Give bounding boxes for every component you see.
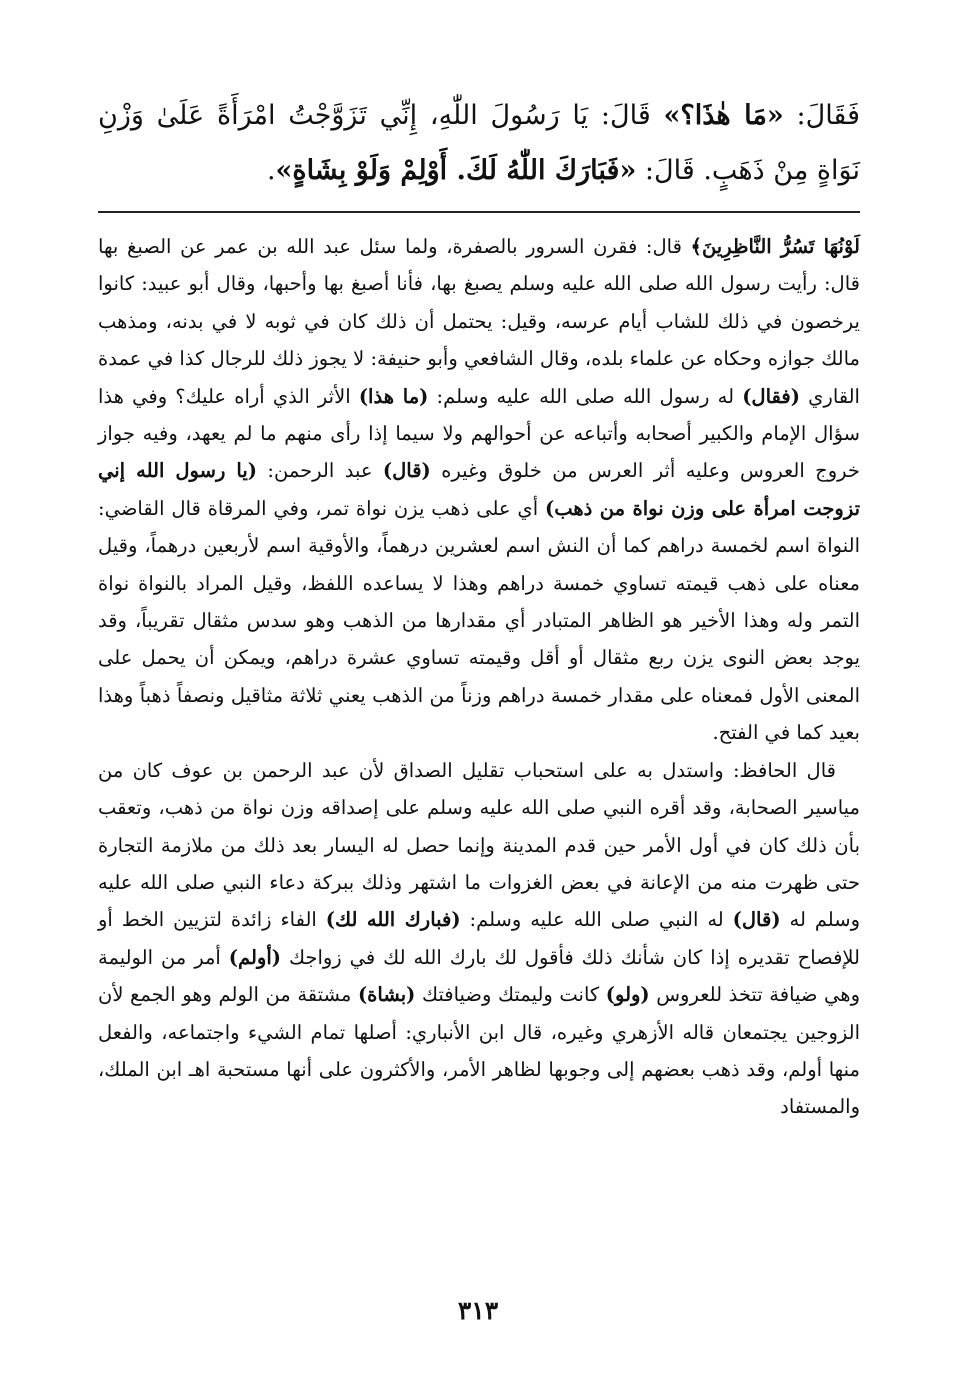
highlight-text: (فبارك الله لك) bbox=[325, 908, 461, 932]
body-text: كانت وليمتك وضيافتك bbox=[415, 983, 606, 1007]
hadith-part: . bbox=[266, 155, 276, 186]
highlight-text: (ما هذا) bbox=[358, 384, 429, 408]
commentary-paragraph bbox=[98, 752, 860, 1126]
hadith-part: فَقَالَ: bbox=[783, 100, 860, 131]
commentary-text bbox=[98, 228, 860, 1126]
body-text: مشتقة من الولم وهو الجمع لأن الزوجين يجتمعان قاله الأزهري وغيره، قال ابن الأنباري: أصلها تمام الشيء واجتماعه، والفعل منها أولم، وقد ذهب بعضهم إلى وجوبها لظاهر الأمر، والأكثرون على أنها مستحبة اهـ ابن الملك، والمستفاد bbox=[98, 983, 860, 1119]
separator-line bbox=[98, 211, 860, 213]
highlight-text: (بشاة) bbox=[357, 983, 416, 1007]
highlight-text: (يا رسول الله إني تزوجت امرأة على وزن نواة من ذهب) bbox=[98, 459, 861, 520]
body-text: عبد الرحمن: bbox=[257, 459, 383, 483]
highlight-text: (فقال) bbox=[742, 384, 800, 408]
hadith-part: قَالَ: يَا رَسُولَ اللّٰهِ، إِنِّي تَزَوَّجْتُ امْرَأَةً عَلَىٰ وَزْنِ نَوَاةٍ مِنْ ذَهَبٍ. قَالَ: bbox=[98, 100, 860, 186]
body-text: أي على ذهب يزن نواة تمر، وفي المرقاة قال القاضي: النواة اسم لخمسة دراهم كما أن النش اسم لعشرين درهماً، والأوقية اسم لأربعين درهماً، وقيل معناه على ذهب قيمته تساوي خمسة دراهم وهذا لا يساعده اللفظ، وقيل المراد بالنواة نواة التمر وله وهذا الأخير هو الظاهر المتبادر أي مقدارها من الذهب وهو سدس مثقال تقريباً، وقد يوجد بعض النوى يزن ربع مثقال أو أقل وقيمته تساوي عشرة دراهم، ويمكن أن يحمل على المعنى الأول فمعناه على مقدار خمسة دراهم وزناً من الذهب يعني ثلاثة مثاقيل ونصفاً ذهباً وهذا بعيد كما في الفتح. bbox=[98, 496, 860, 745]
body-text: له النبي صلى الله عليه وسلم: bbox=[460, 908, 733, 932]
highlight-text: (ولو) bbox=[605, 983, 650, 1007]
body-text: الأثر الذي أراه عليك؟ وفي هذا سؤال الإمام والكبير أصحابه وأتباعه عن أحوالهم ولا سيما إذا رأى منهم ما لم يعهد، وفيه جواز خروج العروس وعليه أثر العرس من خلوق وغيره bbox=[98, 384, 860, 483]
highlight-text: (قال) bbox=[732, 908, 781, 932]
commentary-paragraph bbox=[98, 228, 860, 752]
body-text: الفاء زائدة لتزيين الخط أو للإفصاح تقديره إذا كان شأنك ذلك فأقول لك بارك الله لك في زواجك bbox=[98, 908, 860, 969]
highlight-text: (أولم) bbox=[228, 945, 281, 969]
highlight-text: لَوْنُهَا تَسُرُّ النَّاظِرِينَ﴾ bbox=[690, 235, 860, 258]
hadith-quote: «مَا هٰذَا؟» bbox=[663, 100, 784, 131]
page-number: ٣١٣ bbox=[457, 1296, 499, 1325]
body-text: أمر من الوليمة وهي ضيافة تتخذ للعروس bbox=[98, 945, 860, 1007]
body-text: قال الحافظ: واستدل به على استحباب تقليل الصداق لأن عبد الرحمن بن عوف كان من مياسير الصحابة، وقد أقره النبي صلى الله عليه وسلم على إصداقه وزن نواة من ذهب، وتعقب بأن ذلك كان في أول الأمر حين قدم المدينة وإنما حصل له اليسار بعد ذلك من ملازمة التجارة حتى ظهرت منه من الإعانة في بعض الغزوات ما اشتهر وذلك ببركة دعاء النبي صلى الله عليه وسلم له bbox=[98, 758, 861, 932]
hadith-quote: «فَبَارَكَ اللّٰهُ لَكَ. أَوْلِمْ وَلَوْ بِشَاةٍ» bbox=[275, 155, 637, 186]
hadith-text bbox=[98, 88, 860, 198]
highlight-text: (قال) bbox=[382, 459, 431, 483]
body-text: له رسول الله صلى الله عليه وسلم: bbox=[428, 384, 743, 408]
body-text: قال: فقرن السرور بالصفرة، ولما سئل عبد الله بن عمر عن الصبغ بها قال: رأيت رسول الله صلى الله عليه وسلم يصبغ بها، فأنا أصبغ بها وأحبها، وقال أبو عبيد: كانوا يرخصون في ذلك للشاب أيام عرسه، وقيل: يحتمل أن ذلك كان في ثوبه لا في بدنه، ومذهب مالك جوازه وحكاه عن علماء بلده، وقال الشافعي وأبو حنيفة: لا يجوز ذلك للرجال كذا في عمدة القاري bbox=[98, 235, 860, 408]
